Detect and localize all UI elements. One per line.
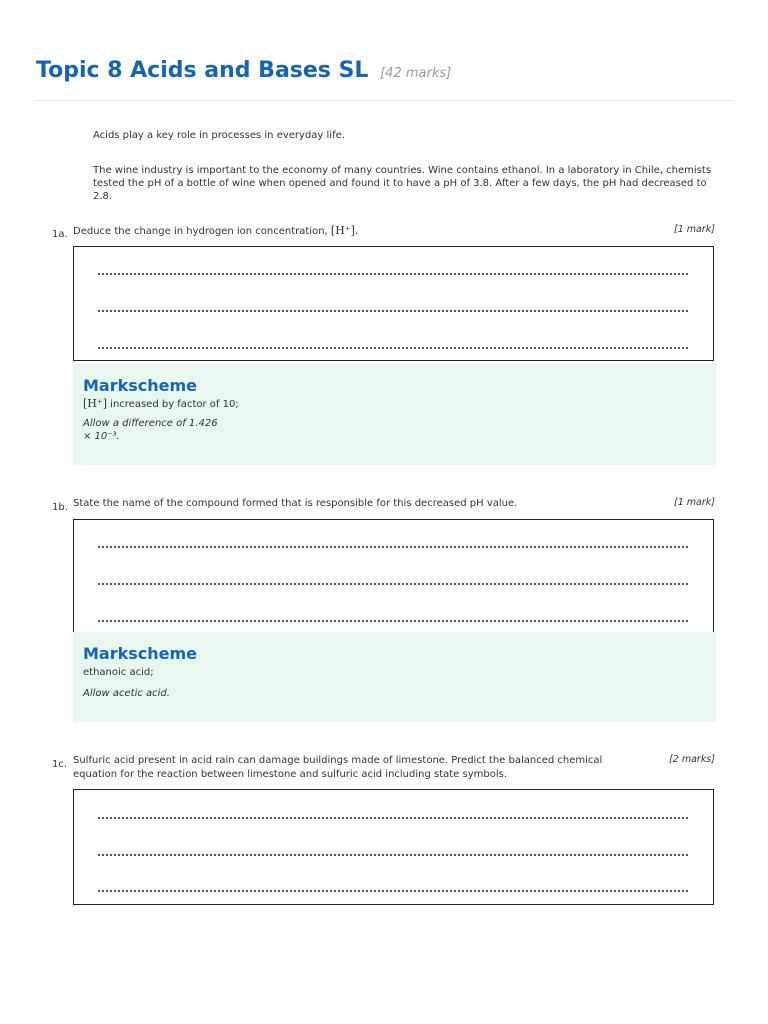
question-1c-text bbox=[73, 754, 653, 782]
question-1b-text: State the name of the compound formed that is responsible for this decreased pH value. bbox=[73, 498, 518, 509]
page-title-text: Topic 8 Acids and Bases SL bbox=[36, 58, 369, 83]
answer-box-1b[interactable] bbox=[73, 519, 714, 632]
title-divider bbox=[36, 100, 732, 101]
intro-paragraph-1: Acids play a key role in processes in everyday life. bbox=[93, 130, 345, 141]
answer-line bbox=[98, 817, 688, 819]
answer-line bbox=[98, 620, 688, 622]
markscheme-1a bbox=[73, 364, 716, 465]
answer-box-1a[interactable] bbox=[73, 246, 714, 361]
answer-line bbox=[98, 273, 688, 275]
markscheme-answer: ethanoic acid; bbox=[83, 667, 154, 678]
answer-line bbox=[98, 854, 688, 856]
markscheme-answer-text: increased by factor of 10; bbox=[110, 399, 239, 410]
answer-line bbox=[98, 546, 688, 548]
markscheme-note: Allow a difference of 1.426 bbox=[83, 418, 218, 429]
intro-paragraph-2: The wine industry is important to the economy of many countries. Wine contains ethanol. In a laboratory in Chile, chemists tested the pH of a bottle of wine when opened and found it to have a pH of 3.8. After a few days, the pH had decreased to 2.8. bbox=[93, 165, 712, 202]
question-1b-marks: [1 mark] bbox=[674, 497, 715, 508]
answer-line bbox=[98, 890, 688, 892]
markscheme-note-continued: × 10⁻³. bbox=[83, 431, 120, 442]
answer-line bbox=[98, 347, 688, 349]
question-1a-marks: [1 mark] bbox=[674, 224, 715, 235]
markscheme-1b bbox=[73, 632, 716, 722]
question-1c-marks: [2 marks] bbox=[669, 754, 715, 765]
page-title bbox=[36, 58, 451, 83]
question-1b-number: 1b. bbox=[52, 502, 68, 513]
answer-line bbox=[98, 583, 688, 585]
answer-box-1c[interactable] bbox=[73, 789, 714, 905]
question-1c-text-line-2: equation for the reaction between limestone and sulfuric acid including state symbols. bbox=[73, 769, 508, 780]
question-1a-text bbox=[73, 224, 358, 239]
question-1c-text-line-1: Sulfuric acid present in acid rain can damage buildings made of limestone. Predict the balanced chemical bbox=[73, 755, 603, 766]
question-1c-number: 1c. bbox=[52, 759, 68, 770]
total-marks: [42 marks] bbox=[380, 66, 452, 81]
hydrogen-ion-formula: [H⁺]. bbox=[330, 224, 359, 237]
answer-line bbox=[98, 310, 688, 312]
markscheme-note: Allow acetic acid. bbox=[83, 688, 170, 699]
hydrogen-ion-formula: [H⁺] bbox=[83, 397, 107, 410]
markscheme-title: Markscheme bbox=[83, 376, 198, 395]
question-1a-prompt: Deduce the change in hydrogen ion concentration, bbox=[73, 226, 328, 237]
question-1a-number: 1a. bbox=[52, 229, 68, 240]
markscheme-answer bbox=[83, 397, 706, 411]
markscheme-title: Markscheme bbox=[83, 644, 198, 663]
